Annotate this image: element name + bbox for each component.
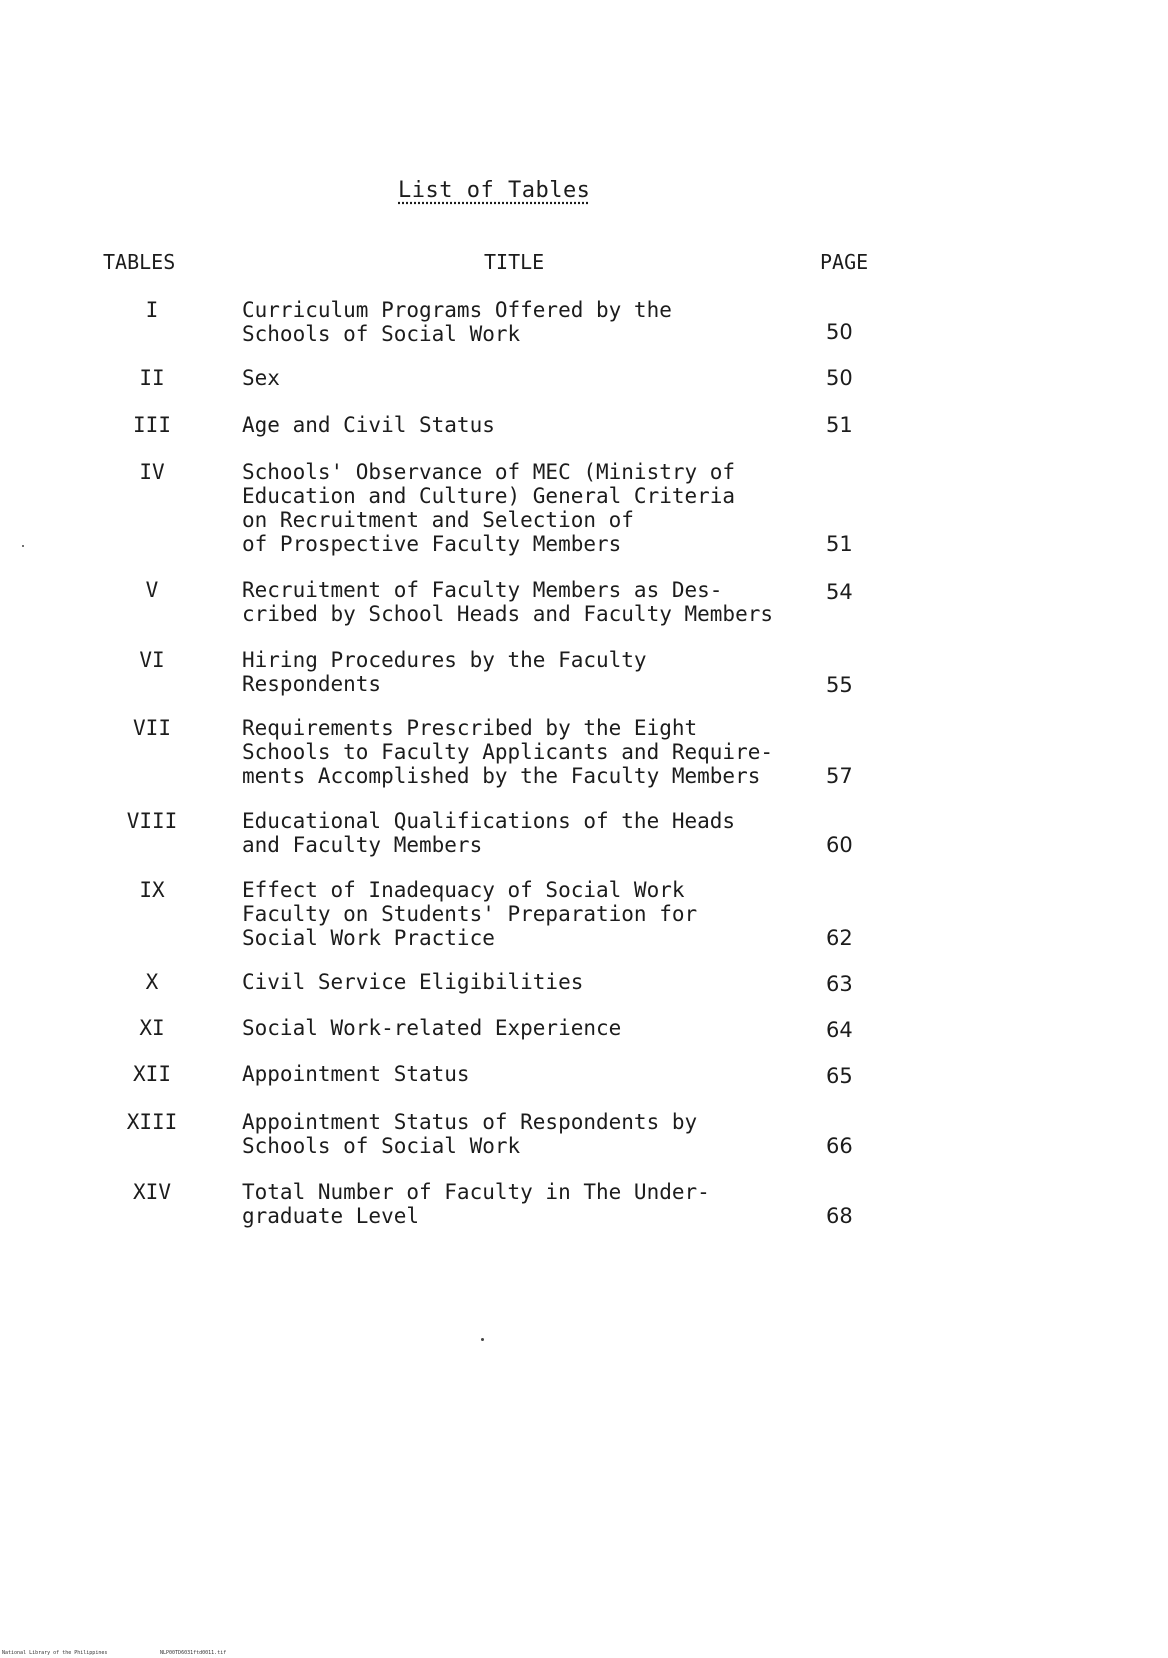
page-number: 51 (826, 532, 853, 556)
scan-speck (22, 545, 24, 547)
footer-library: National Library of the Philippines (2, 1650, 108, 1656)
table-number: I (145, 298, 159, 322)
page-number: 63 (826, 972, 853, 996)
page-number: 54 (826, 580, 853, 604)
table-number: II (139, 366, 165, 390)
table-number: IX (139, 878, 165, 902)
table-title: Appointment Status (242, 1062, 470, 1086)
table-title: Total Number of Faculty in The Under- graduate Level (242, 1180, 710, 1228)
table-number: XIV (133, 1180, 171, 1204)
table-number: V (145, 578, 159, 602)
page-number: 65 (826, 1064, 853, 1088)
table-title: Social Work-related Experience (242, 1016, 622, 1040)
table-number: X (145, 970, 159, 994)
header-tables: TABLES (103, 250, 176, 274)
scan-speck (481, 1338, 484, 1341)
page-number: 57 (826, 764, 853, 788)
footer-code: NLP00TD6031ftd0011.tif (160, 1650, 227, 1656)
page-number: 68 (826, 1204, 853, 1228)
table-title: Effect of Inadequacy of Social Work Faculty on Students' Preparation for Social Work Practice (242, 878, 698, 950)
table-title: Appointment Status of Respondents by Schools of Social Work (242, 1110, 698, 1158)
table-title: Recruitment of Faculty Members as Des- cribed by School Heads and Faculty Members (242, 578, 774, 626)
table-number: III (133, 413, 171, 437)
table-number: IV (139, 460, 165, 484)
table-title: Age and Civil Status (242, 413, 495, 437)
page-number: 62 (826, 926, 853, 950)
table-title: Schools' Observance of MEC (Ministry of Education and Culture) General Criteria on Recruitment and Selection of of Prospective Faculty Members (242, 460, 736, 556)
page-number: 50 (826, 366, 853, 390)
table-title: Sex (242, 366, 280, 390)
page-number: 66 (826, 1134, 853, 1158)
table-title: Requirements Prescribed by the Eight Schools to Faculty Applicants and Require- ments Accomplished by the Faculty Members (242, 716, 774, 788)
table-title: Educational Qualifications of the Heads and Faculty Members (242, 809, 736, 857)
table-number: XIII (126, 1110, 178, 1134)
table-title: Civil Service Eligibilities (242, 970, 584, 994)
table-number: VI (139, 648, 165, 672)
header-title: TITLE (484, 250, 545, 274)
table-number: XII (133, 1062, 171, 1086)
page-number: 64 (826, 1018, 853, 1042)
header-page: PAGE (820, 250, 869, 274)
page-title: List of Tables (398, 178, 591, 203)
page-number: 51 (826, 413, 853, 437)
table-number: XI (139, 1016, 165, 1040)
page-number: 60 (826, 833, 853, 857)
table-title: Hiring Procedures by the Faculty Respondents (242, 648, 647, 696)
table-number: VIII (126, 809, 178, 833)
page-number: 55 (826, 673, 853, 697)
table-number: VII (133, 716, 171, 740)
table-title: Curriculum Programs Offered by the Schools of Social Work (242, 298, 672, 346)
page-number: 50 (826, 320, 853, 344)
